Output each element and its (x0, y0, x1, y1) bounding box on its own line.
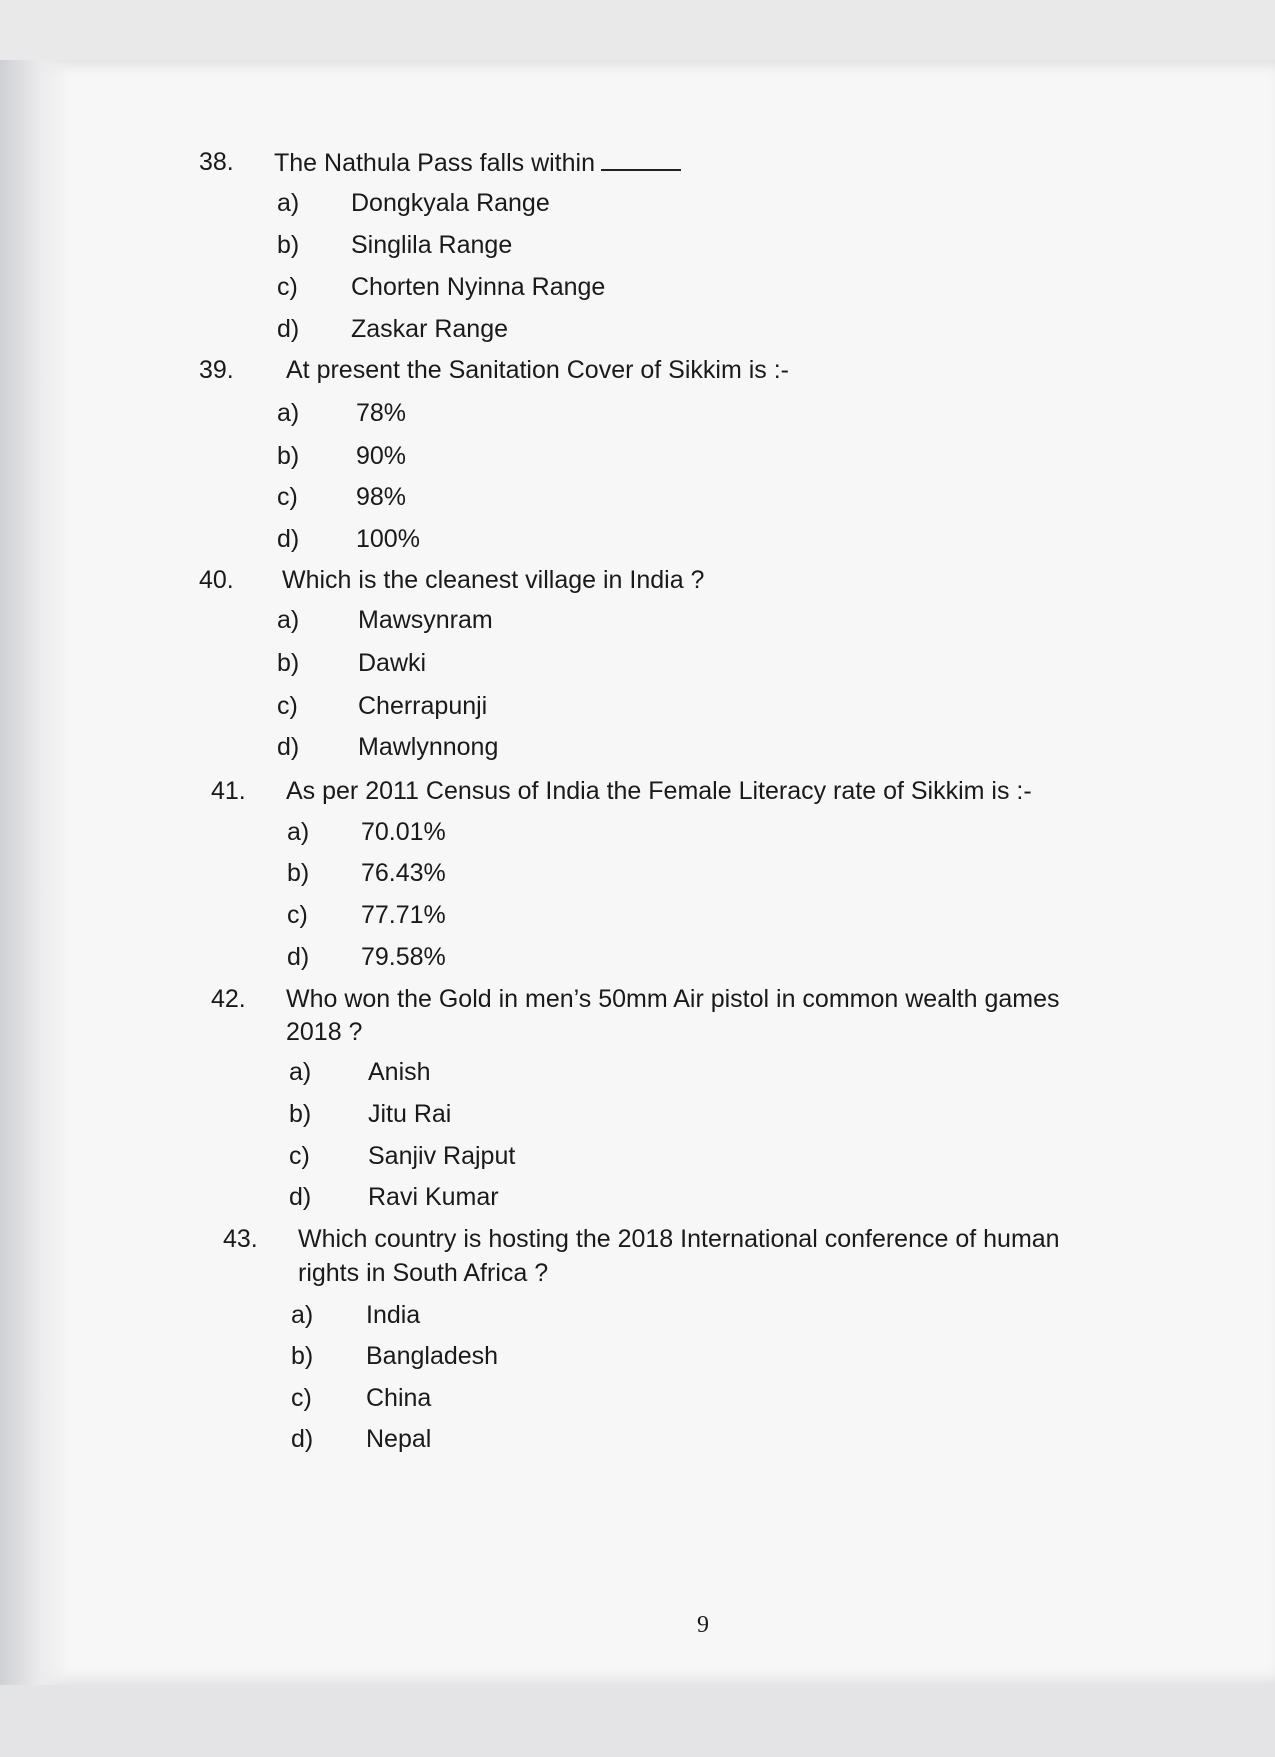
question-text (282, 565, 704, 595)
option-label: c) (277, 483, 298, 511)
option-text: 70.01% (361, 818, 446, 846)
option-text: China (366, 1384, 432, 1412)
question-number: 38. (199, 148, 234, 176)
option-text: 90% (356, 442, 407, 470)
option-label: b) (287, 859, 310, 887)
option-label: c) (277, 692, 298, 720)
option-label: b) (277, 442, 300, 470)
question-text (286, 355, 789, 385)
option-text: 77.71% (361, 901, 446, 929)
option-text: Zaskar Range (351, 315, 509, 343)
option-label: d) (277, 315, 300, 343)
option-text: Singlila Range (351, 231, 513, 259)
option-text: Jitu Rai (368, 1100, 452, 1128)
option-text: Mawlynnong (358, 733, 499, 761)
question-text (286, 984, 1060, 1014)
question-text (298, 1224, 1060, 1254)
option-label: b) (291, 1342, 314, 1370)
page-number: 9 (697, 1612, 709, 1638)
option-text: Mawsynram (358, 606, 493, 634)
option-label: b) (277, 649, 300, 677)
question-text-line-2: rights in South Africa ? (298, 1259, 549, 1287)
option-label: d) (289, 1183, 312, 1211)
question-text-line: As per 2011 Census of India the Female Literacy rate of Sikkim is :- (286, 777, 1032, 805)
option-text: Anish (368, 1058, 431, 1086)
option-text: Dawki (358, 649, 427, 677)
option-text: India (366, 1301, 421, 1329)
question-text (286, 776, 1032, 806)
question-number: 40. (199, 566, 234, 594)
option-text: Cherrapunji (358, 692, 488, 720)
question-text-line-2: 2018 ? (286, 1018, 363, 1046)
option-label: a) (291, 1301, 314, 1329)
option-label: c) (289, 1142, 310, 1170)
option-text: Bangladesh (366, 1342, 499, 1370)
question-text-line: At present the Sanitation Cover of Sikkim is :- (286, 356, 789, 384)
option-label: a) (277, 399, 300, 427)
option-label: b) (277, 231, 300, 259)
option-text: Ravi Kumar (368, 1183, 499, 1211)
option-text: Nepal (366, 1425, 432, 1453)
scan-bottom-margin (0, 1685, 1275, 1757)
question-text-line: The Nathula Pass falls within (274, 149, 595, 177)
option-label: c) (287, 901, 308, 929)
question-number: 42. (211, 985, 246, 1013)
option-text: Chorten Nyinna Range (351, 273, 606, 301)
question-number: 39. (199, 356, 234, 384)
question-text-line: Which country is hosting the 2018 International conference of human (298, 1225, 1060, 1253)
answer-blank (601, 147, 681, 171)
option-label: c) (277, 273, 298, 301)
option-label: a) (277, 606, 300, 634)
option-text: 78% (356, 399, 407, 427)
question-text (274, 147, 681, 178)
question-text-line: Which is the cleanest village in India ? (282, 566, 705, 594)
option-text: 100% (356, 525, 420, 553)
option-text: 76.43% (361, 859, 446, 887)
option-text: Sanjiv Rajput (368, 1142, 516, 1170)
scan-edge (0, 60, 70, 1685)
option-label: d) (291, 1425, 314, 1453)
option-label: a) (287, 818, 310, 846)
option-text: Dongkyala Range (351, 189, 550, 217)
option-label: d) (277, 733, 300, 761)
page-sheet (8, 60, 1275, 1685)
option-label: c) (291, 1384, 312, 1412)
question-number: 41. (211, 777, 246, 805)
option-text: 98% (356, 483, 407, 511)
option-text: 79.58% (361, 943, 446, 971)
option-label: b) (289, 1100, 312, 1128)
option-label: d) (287, 943, 310, 971)
option-label: a) (277, 189, 300, 217)
question-text-line: Who won the Gold in men’s 50mm Air pistol in common wealth games (286, 985, 1060, 1013)
option-label: a) (289, 1058, 312, 1086)
question-number: 43. (223, 1225, 258, 1253)
option-label: d) (277, 525, 300, 553)
